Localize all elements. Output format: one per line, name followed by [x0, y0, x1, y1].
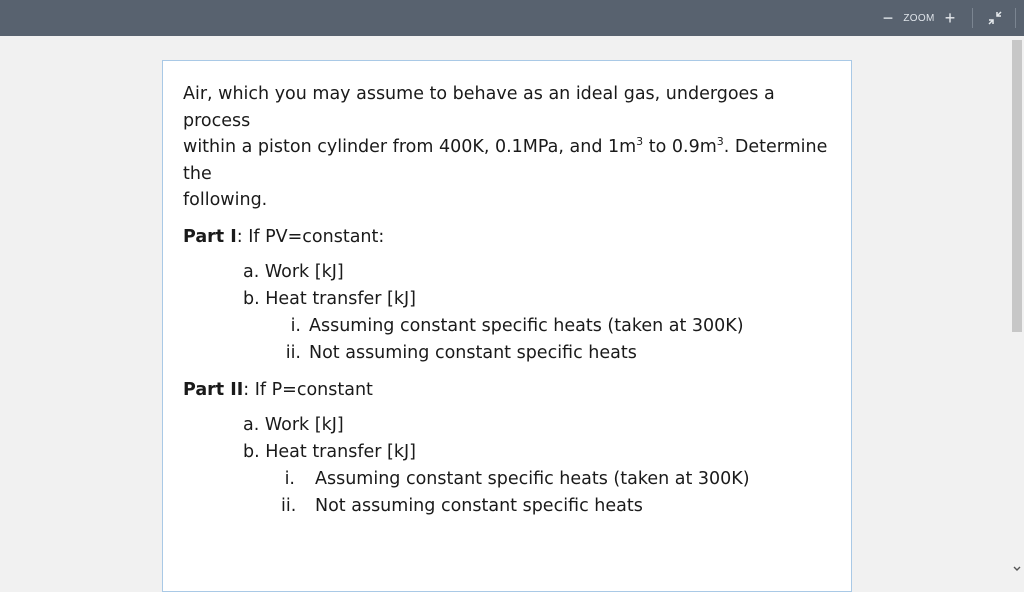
list-marker: i. [284, 468, 295, 489]
list-item [243, 259, 833, 286]
list-item [243, 286, 833, 313]
list-marker: i. [290, 315, 301, 336]
zoom-label: ZOOM [903, 12, 935, 24]
chevron-down-icon [1013, 566, 1021, 572]
list-item-text: Not assuming constant specific heats [309, 342, 637, 363]
zoom-in-button[interactable]: + [944, 8, 956, 28]
list-item-text: Heat transfer [kJ] [265, 441, 416, 462]
list-item-text: Work [kJ] [264, 261, 344, 282]
document-page [162, 60, 852, 592]
intro-line-2-mid: to 0.9m [643, 137, 717, 157]
part-1-list [243, 259, 833, 313]
list-marker: ii. [285, 342, 301, 363]
part-2-text: : If P=constant [243, 379, 373, 400]
intro-line-3: following. [183, 190, 268, 210]
list-item-text: Work [kJ] [264, 414, 344, 435]
sub-list-item [281, 313, 833, 340]
list-item-text: Heat transfer [kJ] [265, 288, 416, 309]
list-item-text: Not assuming constant specific heats [315, 495, 643, 516]
superscript: 3 [636, 135, 644, 149]
list-marker: ii. [281, 495, 297, 516]
scroll-down-button[interactable] [1010, 564, 1024, 574]
list-item-text: Assuming constant specific heats (taken at 300K) [315, 468, 750, 489]
list-marker: b. [243, 288, 260, 309]
scrollbar-thumb[interactable] [1012, 40, 1022, 332]
list-marker: a. [243, 414, 260, 435]
exit-fullscreen-icon [988, 11, 1002, 25]
sub-list-item [281, 493, 833, 520]
list-item [243, 439, 833, 466]
sub-list-item [281, 340, 833, 367]
part-1-heading [183, 224, 833, 250]
vertical-scrollbar[interactable] [1010, 36, 1024, 576]
part-1-text: : If PV=constant: [236, 226, 385, 247]
intro-line-2-post: . Determine the [183, 137, 828, 184]
intro-paragraph [183, 81, 833, 214]
list-item [243, 412, 833, 439]
sub-list-item [281, 466, 833, 493]
intro-line-2-pre: within a piston cylinder from 400K, 0.1MPa, and 1m [183, 137, 637, 157]
part-2-label: Part II [183, 379, 244, 400]
zoom-out-button[interactable]: − [882, 8, 894, 28]
toolbar-divider [972, 8, 973, 28]
exit-fullscreen-button[interactable] [983, 0, 1007, 36]
superscript: 3 [716, 135, 724, 149]
list-item-text: Assuming constant specific heats (taken at 300K) [309, 315, 744, 336]
part-2-list [243, 412, 833, 466]
part-1-label: Part I [183, 226, 237, 247]
toolbar-divider [1015, 8, 1016, 28]
intro-line-1: Air, which you may assume to behave as an ideal gas, undergoes a process [183, 84, 775, 131]
document-content [183, 81, 833, 520]
zoom-controls [874, 0, 1024, 36]
list-marker: a. [243, 261, 260, 282]
part-2-heading [183, 377, 833, 403]
top-toolbar [0, 0, 1024, 36]
list-marker: b. [243, 441, 260, 462]
